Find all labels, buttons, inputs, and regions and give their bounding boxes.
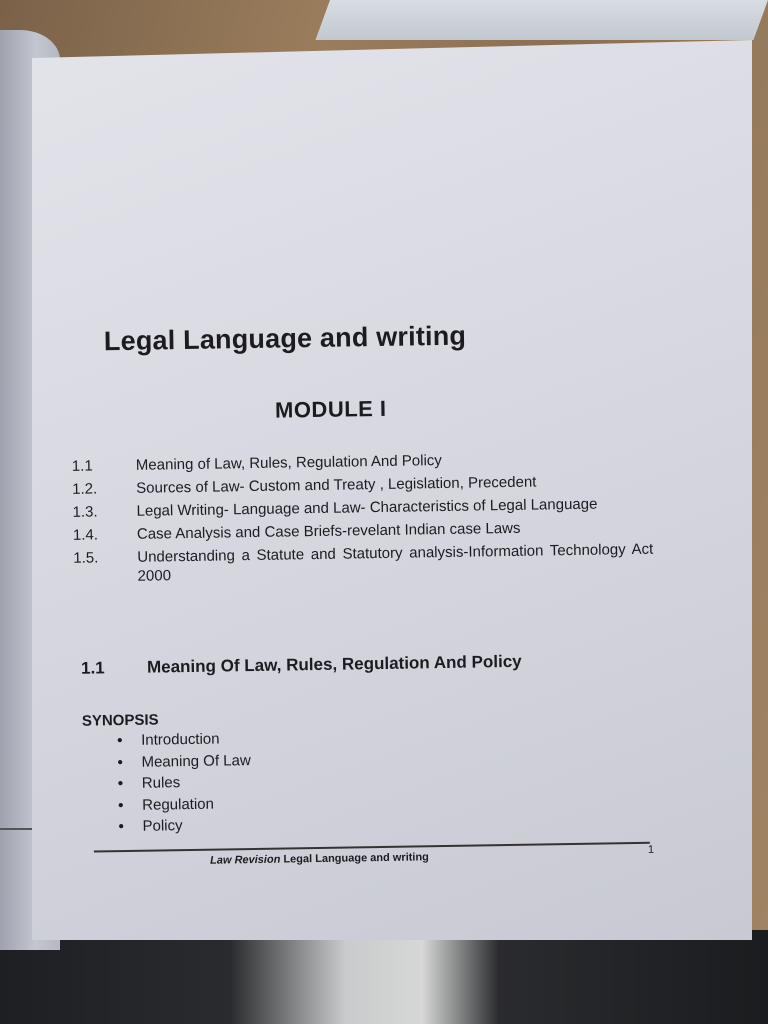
toc-text: Sources of Law- Custom and Treaty , Legislation, Precedent [136, 473, 537, 497]
toc-number: 1.2. [72, 480, 98, 498]
section-number: 1.1 [80, 658, 105, 678]
toc-item [73, 540, 654, 587]
list-item [118, 793, 252, 817]
synopsis-heading: SYNOPSIS [81, 711, 159, 730]
section-title: Meaning Of Law, Rules, Regulation And Policy [146, 651, 522, 677]
toc-number: 1.5. [73, 549, 99, 567]
list-item [117, 750, 251, 774]
footer-text: Legal Language and writing [280, 851, 429, 866]
toc-text: Meaning of Law, Rules, Regulation And Policy [135, 452, 442, 474]
list-item-text: Introduction [141, 730, 220, 749]
toc-number: 1.1 [71, 457, 93, 475]
toc-number: 1.4. [72, 526, 99, 544]
toc-text: Case Analysis and Case Briefs-revelant Indian case Laws [136, 519, 521, 543]
list-item-text: Regulation [142, 795, 215, 814]
list-item-text: Rules [141, 774, 181, 792]
list-item-text: Policy [142, 817, 183, 835]
bullet-icon: • [117, 732, 123, 750]
list-item [118, 814, 252, 838]
footer-italic: Law Revision [209, 853, 281, 867]
bullet-icon: • [117, 753, 123, 771]
page-title: Legal Language and writing [103, 320, 467, 357]
list-item [117, 728, 251, 752]
toc-number: 1.3. [72, 503, 98, 521]
footer-divider [94, 842, 650, 852]
bullet-icon: • [117, 775, 124, 793]
section-heading [81, 652, 522, 679]
bullet-icon: • [118, 818, 124, 836]
module-heading: MODULE I [274, 395, 387, 423]
list-item [118, 771, 252, 795]
list-item-text: Meaning Of Law [141, 751, 251, 771]
toc-text: Legal Writing- Language and Law- Characteristics of Legal Language [136, 495, 598, 520]
page-footer [210, 851, 429, 866]
table-of-contents [72, 448, 654, 591]
synopsis-list [117, 728, 252, 838]
page-number: 1 [647, 843, 655, 856]
toc-text: Understanding a Statute and Statutory analysis-Information Technology Act 2000 [137, 540, 654, 585]
bullet-icon: • [118, 796, 124, 814]
